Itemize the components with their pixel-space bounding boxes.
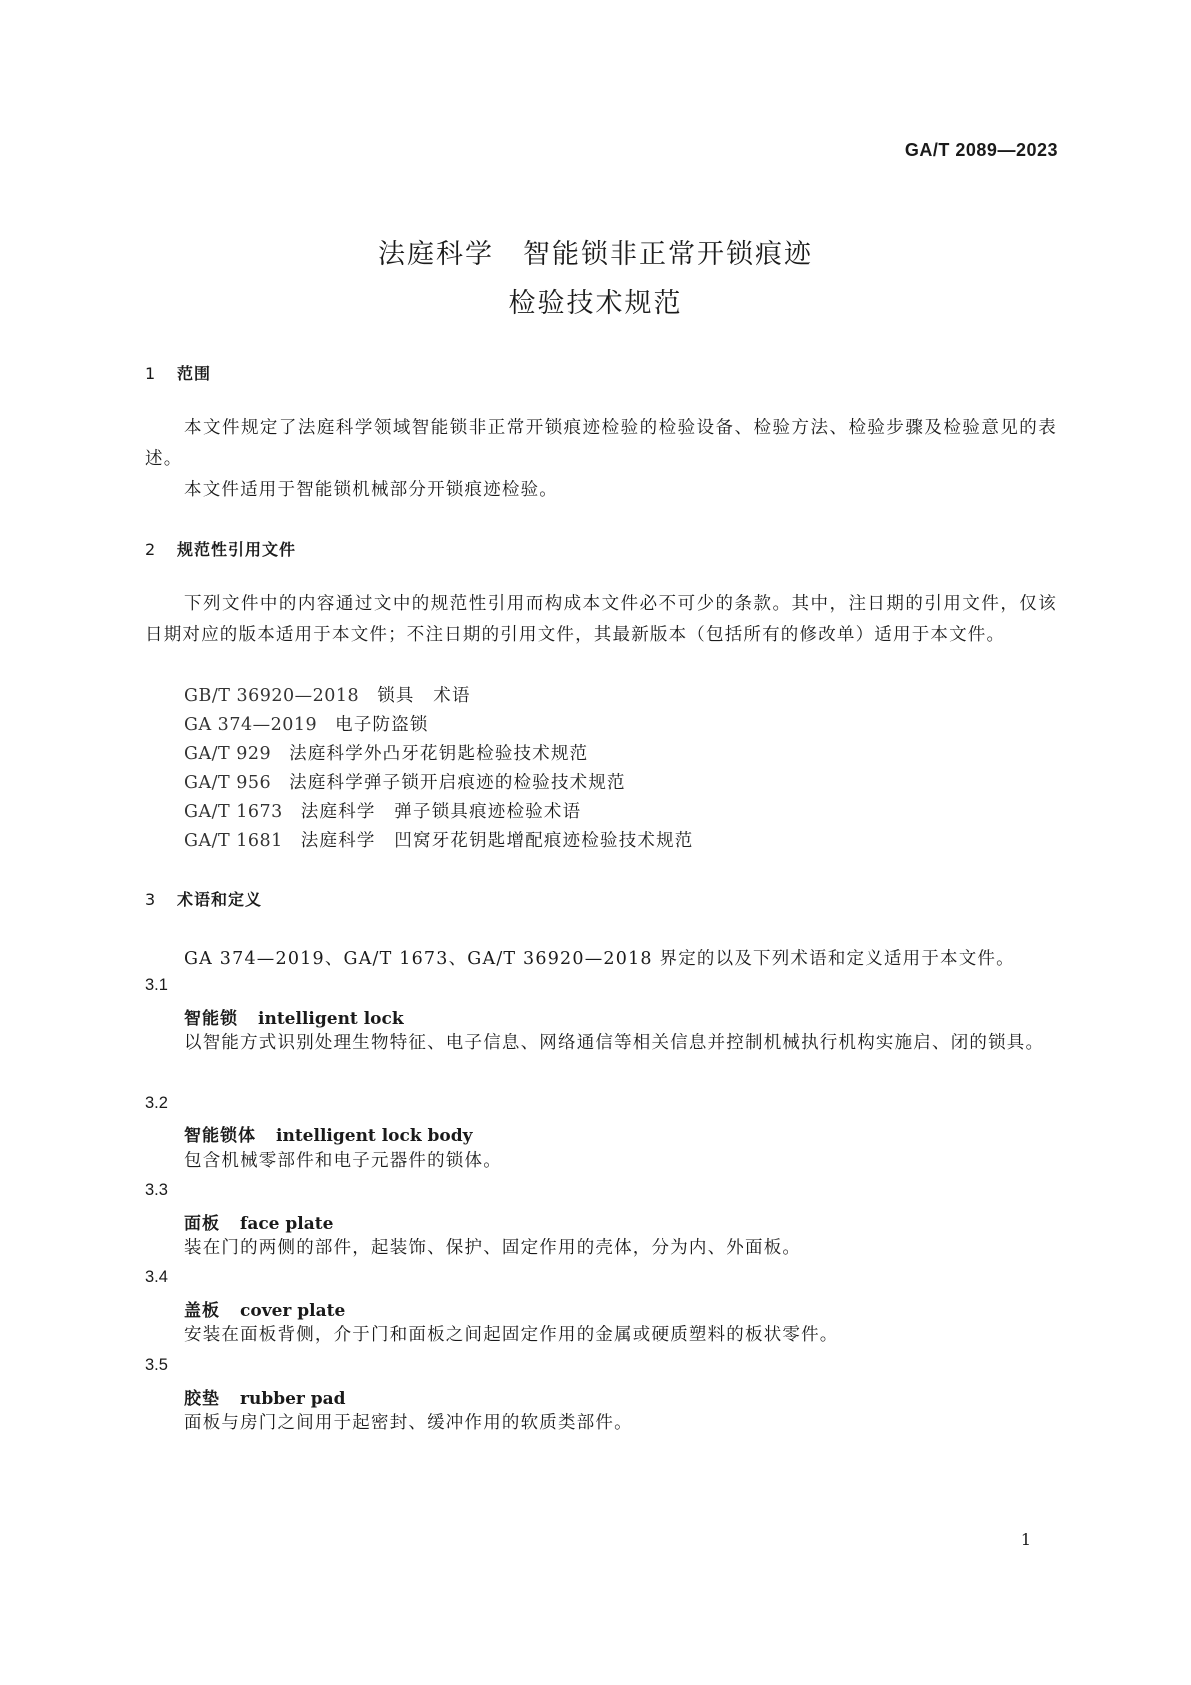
term-zh: 盖板 [184, 1301, 220, 1321]
term-en: rubber pad [240, 1389, 346, 1409]
section-3-intro: GA 374—2019、GA/T 1673、GA/T 36920—2018 界定的以及下列术语和定义适用于本文件。 [184, 949, 1015, 969]
term-definition: 包含机械零部件和电子元器件的锁体。 [184, 1151, 502, 1171]
term-heading [184, 1384, 346, 1409]
term-definition: 以智能方式识别处理生物特征、电子信息、网络通信等相关信息并控制机械执行机构实施启、闭的锁具。 [184, 1033, 1045, 1053]
term-zh: 胶垫 [184, 1389, 220, 1409]
term-number: 3.2 [145, 1094, 168, 1112]
reference-item [184, 769, 626, 794]
reference-code: GA/T 1681 [184, 831, 283, 851]
reference-title: 电子防盗锁 [335, 715, 429, 735]
term-definition: 面板与房门之间用于起密封、缓冲作用的软质类部件。 [184, 1413, 633, 1433]
reference-title: 法庭科学外凸牙花钥匙检验技术规范 [289, 744, 589, 764]
reference-item [184, 798, 581, 823]
term-definition: 安装在面板背侧，介于门和面板之间起固定作用的金属或硬质塑料的板状零件。 [184, 1325, 839, 1345]
section-1-paragraph-1: 本文件规定了法庭科学领域智能锁非正常开锁痕迹检验的检验设备、检验方法、检验步骤及检验意见的表述。 [145, 418, 1057, 469]
term-en: intelligent lock [258, 1009, 404, 1029]
term-en: cover plate [240, 1301, 346, 1321]
term-zh: 智能锁 [184, 1009, 238, 1029]
section-number: 1 [145, 364, 157, 383]
reference-title: 法庭科学 弹子锁具痕迹检验术语 [300, 802, 582, 822]
term-en: face plate [240, 1214, 334, 1234]
reference-title: 法庭科学弹子锁开启痕迹的检验技术规范 [289, 773, 626, 793]
term-zh: 面板 [184, 1214, 220, 1234]
document-title-line-1: 法庭科学 智能锁非正常开锁痕迹 [378, 239, 813, 270]
term-definition: 装在门的两侧的部件，起装饰、保护、固定作用的壳体，分为内、外面板。 [184, 1238, 802, 1258]
reference-item [184, 711, 429, 736]
section-2-heading [145, 537, 296, 560]
term-number: 3.1 [145, 976, 168, 994]
section-1-heading [145, 361, 211, 384]
term-number: 3.5 [145, 1356, 168, 1374]
reference-code: GB/T 36920—2018 [184, 686, 360, 706]
term-heading [184, 1296, 345, 1321]
term-number: 3.3 [145, 1181, 168, 1199]
section-3-heading [145, 887, 262, 910]
term-heading [184, 1004, 404, 1029]
reference-title: 锁具 术语 [377, 686, 471, 706]
reference-code: GA/T 956 [184, 773, 272, 793]
section-title: 规范性引用文件 [177, 540, 297, 559]
section-number: 2 [145, 540, 157, 559]
reference-item [184, 682, 471, 707]
section-2-intro: 下列文件中的内容通过文中的规范性引用而构成本文件必不可少的条款。其中，注日期的引用文件，仅该日期对应的版本适用于本文件；不注日期的引用文件，其最新版本（包括所有的修改单）适用于本文件。 [145, 594, 1057, 645]
section-title: 术语和定义 [177, 890, 263, 909]
section-title: 范围 [177, 364, 212, 383]
standard-code: GA/T 2089—2023 [904, 140, 1058, 160]
reference-code: GA/T 929 [184, 744, 272, 764]
term-en: intelligent lock body [276, 1126, 473, 1146]
term-zh: 智能锁体 [184, 1126, 256, 1146]
reference-title: 法庭科学 凹窝牙花钥匙增配痕迹检验技术规范 [300, 831, 694, 851]
page-number: 1 [1020, 1530, 1031, 1549]
reference-item [184, 740, 588, 765]
section-1-paragraph-2: 本文件适用于智能锁机械部分开锁痕迹检验。 [184, 480, 558, 500]
term-number: 3.4 [145, 1268, 168, 1286]
term-heading [184, 1209, 333, 1234]
reference-code: GA 374—2019 [184, 715, 318, 735]
section-number: 3 [145, 890, 157, 909]
term-heading [184, 1121, 473, 1146]
document-title-line-2: 检验技术规范 [508, 288, 683, 319]
reference-item [184, 827, 694, 852]
reference-code: GA/T 1673 [184, 802, 283, 822]
